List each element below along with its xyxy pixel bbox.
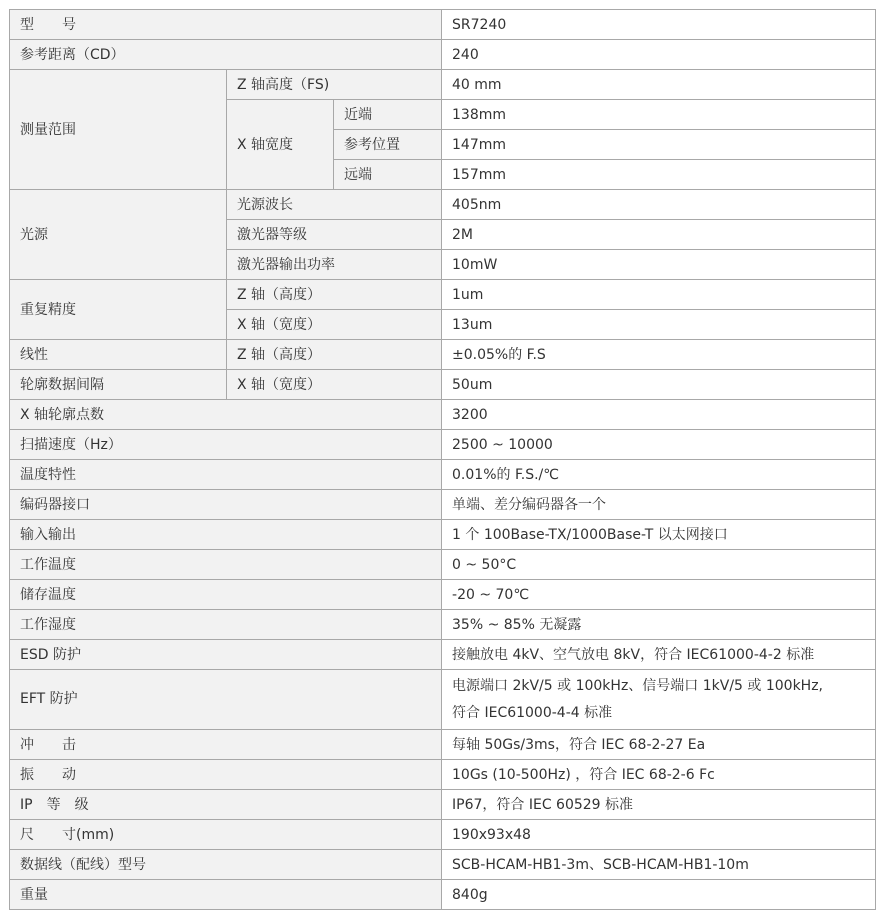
table-row: [10, 670, 876, 730]
row-value: -20 ~ 70℃: [442, 580, 876, 610]
sub-label: 激光器等级: [227, 220, 442, 250]
table-row: [10, 460, 876, 490]
row-label: 型 号: [10, 10, 442, 40]
table-row: [10, 790, 876, 820]
row-value: 0.01%的 F.S./℃: [442, 460, 876, 490]
table-row: [10, 580, 876, 610]
row-value: ±0.05%的 F.S: [442, 340, 876, 370]
table-row: [10, 490, 876, 520]
table-row: [10, 850, 876, 880]
row-value-line: 符合 IEC61000-4-4 标准: [452, 704, 613, 721]
row-label: 扫描速度（Hz）: [10, 430, 442, 460]
row-label: IP 等 级: [10, 790, 442, 820]
table-row: [10, 880, 876, 910]
row-value: 40 mm: [442, 70, 876, 100]
table-row: [10, 40, 876, 70]
sub-label: 激光器输出功率: [227, 250, 442, 280]
row-value: SCB-HCAM-HB1-3m、SCB-HCAM-HB1-10m: [442, 850, 876, 880]
row-label: 尺 寸(mm): [10, 820, 442, 850]
row-label: 重量: [10, 880, 442, 910]
row-label: 编码器接口: [10, 490, 442, 520]
table-row: [10, 190, 876, 220]
row-value: 13um: [442, 310, 876, 340]
row-label: 温度特性: [10, 460, 442, 490]
row-value: 0 ~ 50°C: [442, 550, 876, 580]
group-label: 测量范围: [10, 70, 227, 190]
sub-label: X 轴（宽度）: [227, 370, 442, 400]
row-value: 50um: [442, 370, 876, 400]
row-label: 输入输出: [10, 520, 442, 550]
row-label: 工作温度: [10, 550, 442, 580]
table-row: [10, 430, 876, 460]
row-value: 147mm: [442, 130, 876, 160]
row-value: 每轴 50Gs/3ms，符合 IEC 68-2-27 Ea: [442, 730, 876, 760]
row-label: 数据线（配线）型号: [10, 850, 442, 880]
row-value: 405nm: [442, 190, 876, 220]
row-value-multiline: [442, 670, 876, 730]
row-value: SR7240: [442, 10, 876, 40]
sub-label: X 轴（宽度）: [227, 310, 442, 340]
group-label: 轮廓数据间隔: [10, 370, 227, 400]
row-value: 单端、差分编码器各一个: [442, 490, 876, 520]
table-row: [10, 550, 876, 580]
row-value-line: 电源端口 2kV/5 或 100kHz、信号端口 1kV/5 或 100kHz,: [452, 677, 824, 694]
sub-label: Z 轴（高度）: [227, 340, 442, 370]
row-label: EFT 防护: [10, 670, 442, 730]
table-row: [10, 760, 876, 790]
sub-sub-label: 远端: [334, 160, 442, 190]
spec-table: [9, 9, 876, 910]
sub-label: Z 轴（高度）: [227, 280, 442, 310]
group-label: 光源: [10, 190, 227, 280]
row-value: 接触放电 4kV、空气放电 8kV，符合 IEC61000-4-2 标准: [442, 640, 876, 670]
table-row: [10, 280, 876, 310]
row-label: 储存温度: [10, 580, 442, 610]
table-row: [10, 10, 876, 40]
row-value: 240: [442, 40, 876, 70]
row-label: 振 动: [10, 760, 442, 790]
sub-label: Z 轴高度（FS): [227, 70, 442, 100]
row-value: IP67，符合 IEC 60529 标准: [442, 790, 876, 820]
row-value: 1 个 100Base-TX/1000Base-T 以太网接口: [442, 520, 876, 550]
row-value: 2500 ~ 10000: [442, 430, 876, 460]
row-value: 2M: [442, 220, 876, 250]
table-row: [10, 400, 876, 430]
row-label: ESD 防护: [10, 640, 442, 670]
row-value: 35% ~ 85% 无凝露: [442, 610, 876, 640]
sub-sub-label: 近端: [334, 100, 442, 130]
group-label: 线性: [10, 340, 227, 370]
table-row: [10, 340, 876, 370]
table-row: [10, 640, 876, 670]
row-value: 157mm: [442, 160, 876, 190]
row-value: 190x93x48: [442, 820, 876, 850]
sub-label: 光源波长: [227, 190, 442, 220]
table-row: [10, 730, 876, 760]
sub-group-label: X 轴宽度: [227, 100, 334, 190]
table-row: [10, 610, 876, 640]
row-value: 138mm: [442, 100, 876, 130]
row-value: 840g: [442, 880, 876, 910]
row-value: 10Gs (10-500Hz) ，符合 IEC 68-2-6 Fc: [442, 760, 876, 790]
table-row: [10, 820, 876, 850]
row-label: X 轴轮廓点数: [10, 400, 442, 430]
table-row: [10, 70, 876, 100]
table-row: [10, 520, 876, 550]
row-label: 工作湿度: [10, 610, 442, 640]
sub-sub-label: 参考位置: [334, 130, 442, 160]
row-value: 3200: [442, 400, 876, 430]
row-label: 参考距离（CD）: [10, 40, 442, 70]
row-value: 1um: [442, 280, 876, 310]
row-value: 10mW: [442, 250, 876, 280]
row-label: 冲 击: [10, 730, 442, 760]
table-row: [10, 370, 876, 400]
group-label: 重复精度: [10, 280, 227, 340]
